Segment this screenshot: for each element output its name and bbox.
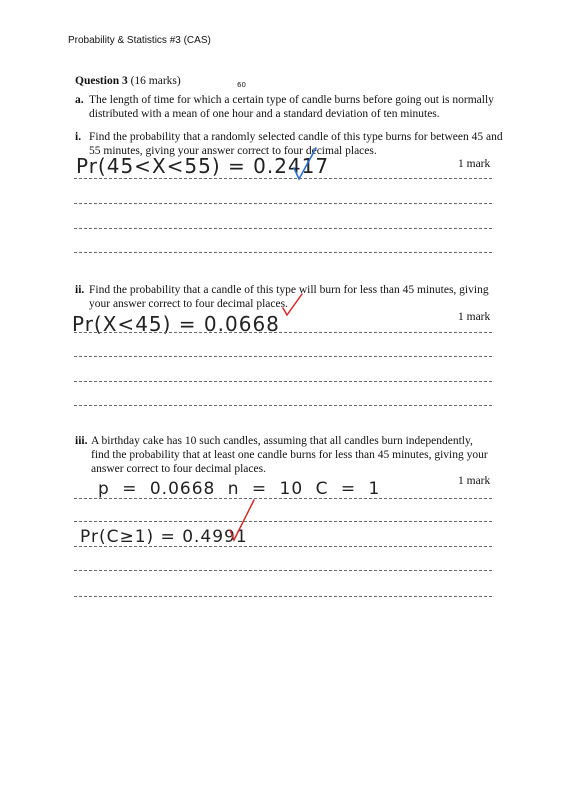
answer-line [74, 521, 492, 522]
part-iii-line3: answer correct to four decimal places. [91, 463, 266, 475]
answer-line [74, 596, 492, 597]
answer-line [74, 178, 492, 179]
question-heading [75, 74, 181, 88]
answer-line [74, 498, 492, 499]
part-i-line2: 55 minutes, giving your answer correct to four decimal places. [89, 145, 377, 157]
answer-line [74, 332, 492, 333]
page-header: Probability & Statistics #3 (CAS) [68, 35, 211, 46]
part-i-mark: 1 mark [458, 158, 491, 170]
answer-line [74, 546, 492, 547]
part-ii-line1: Find the probability that a candle of this type will burn for less than 45 minutes, giving [89, 284, 489, 296]
part-ii-answer: Pr(X<45) = 0.0668 [72, 312, 280, 336]
part-iii-label: iii. [75, 435, 88, 447]
answer-line [74, 203, 492, 204]
part-ii-label: ii. [75, 284, 85, 296]
part-ii-mark: 1 mark [458, 311, 491, 323]
part-a-label: a. [75, 94, 84, 106]
part-ii-line2: your answer correct to four decimal places. [89, 298, 288, 310]
part-a-annotation: 60 [237, 81, 246, 89]
question-title: Question 3 [75, 75, 128, 87]
answer-line [74, 228, 492, 229]
part-iii-mark: 1 mark [458, 475, 491, 487]
part-i-answer: Pr(45<X<55) = 0.2417 [76, 154, 330, 178]
part-iii-working: p = 0.0668 n = 10 C = 1 [98, 479, 381, 499]
part-iii-line1: A birthday cake has 10 such candles, assuming that all candles burn independently, [91, 435, 473, 447]
question-marks: (16 marks) [130, 75, 181, 87]
answer-line [74, 356, 492, 357]
part-iii-answer: Pr(C≥1) = 0.4991 [80, 527, 248, 547]
answer-line [74, 381, 492, 382]
answer-line [74, 570, 492, 571]
part-a-line2: distributed with a mean of one hour and a standard deviation of ten minutes. [89, 108, 440, 120]
part-i-blue-tick-icon [292, 146, 318, 182]
part-i-line1: Find the probability that a randomly selected candle of this type burns for between 45 and [89, 131, 503, 143]
part-ii-red-tick-icon [281, 292, 305, 318]
part-i-label: i. [75, 131, 82, 143]
answer-line [74, 252, 492, 253]
part-a-line1: The length of time for which a certain type of candle burns before going out is normally [89, 94, 494, 106]
answer-line [74, 405, 492, 406]
part-iii-line2: find the probability that at least one candle burns for less than 45 minutes, giving your [91, 449, 488, 461]
